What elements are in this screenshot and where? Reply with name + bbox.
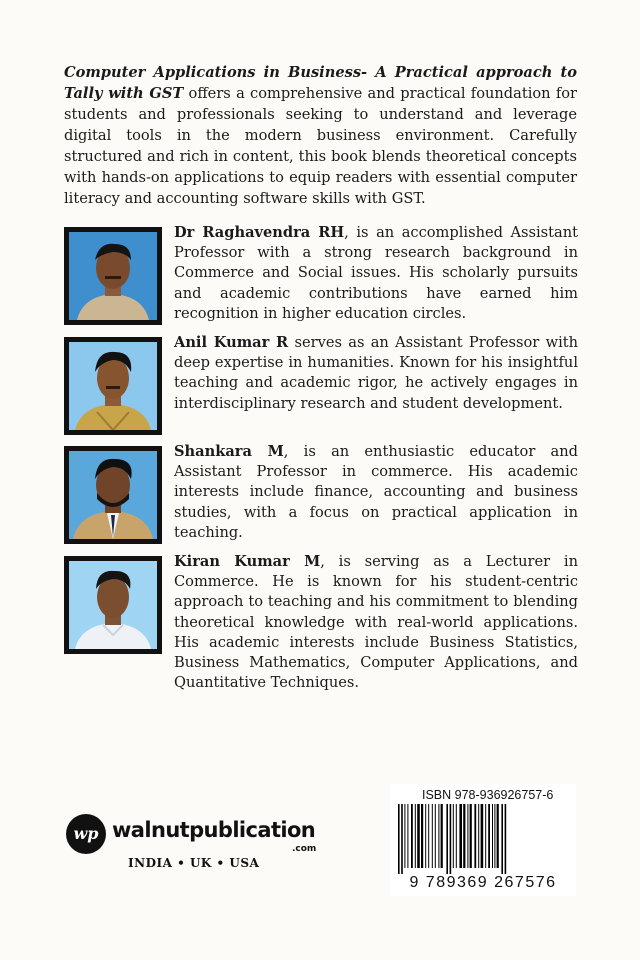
author-bio-text: , is serving as a Lecturer in Commerce. He is known for his student-centric approach to teaching and his commitment to blending theoretical knowledge with real-world applications. His academic interests include Business Statistics, Business Mathematics, Computer Applications, and Quantitative Techniques. xyxy=(174,553,578,692)
author-photo xyxy=(64,227,162,325)
author-name: Kiran Kumar M xyxy=(174,553,321,570)
author-block-1 xyxy=(64,224,578,327)
isbn-digits: 9 789369 267576 xyxy=(409,874,557,891)
author-photo xyxy=(64,337,162,435)
author-bio-text: , is an enthusiastic educator and Assistant Professor in commerce. His academic interests include finance, accounting and business studies, with a focus on practical application in teaching. xyxy=(174,443,578,541)
author-name: Shankara M xyxy=(174,443,284,460)
publisher-regions: INDIA • UK • USA xyxy=(128,856,260,870)
walnut-logo-icon: wp xyxy=(66,814,106,854)
author-name: Anil Kumar R xyxy=(174,334,289,351)
author-block-3 xyxy=(64,443,578,546)
author-name: Dr Raghavendra RH xyxy=(174,224,345,241)
publisher-domain-suffix: .com xyxy=(292,844,317,854)
author-bio-text: serves as an Assistant Professor with deep expertise in humanities. Known for his insightful teaching and academic rigor, he actively engages in interdisciplinary research and student development. xyxy=(174,334,578,412)
isbn-barcode xyxy=(390,784,576,896)
publisher-logo xyxy=(66,814,326,858)
description-text: offers a comprehensive and practical foundation for students and professionals seeking to understand and leverage digital tools in the modern business environment. Carefully structured and rich in content, this book blends theoretical concepts with hands-on applications to equip readers with essential computer literacy and accounting software skills with GST. xyxy=(64,85,577,207)
author-photo xyxy=(64,446,162,544)
author-bio xyxy=(174,333,578,414)
isbn-label: ISBN 978-936926757-6 xyxy=(422,788,554,802)
author-bio xyxy=(174,223,578,324)
author-bio-text: , is an accomplished Assistant Professor with a strong research background in Commerce and Social issues. His scholarly pursuits and academic contributions have earned him recognition in higher education circles. xyxy=(174,224,578,322)
author-block-2 xyxy=(64,334,578,437)
book-title: Computer Applications in Business- A Practical approach to Tally with GST xyxy=(64,64,577,102)
author-bio xyxy=(174,552,578,693)
book-description xyxy=(64,62,577,209)
author-block-4 xyxy=(64,553,578,692)
author-photo xyxy=(64,556,162,654)
author-bio xyxy=(174,442,578,543)
publisher-name: walnutpublication xyxy=(112,818,316,842)
barcode-bars xyxy=(398,804,570,874)
